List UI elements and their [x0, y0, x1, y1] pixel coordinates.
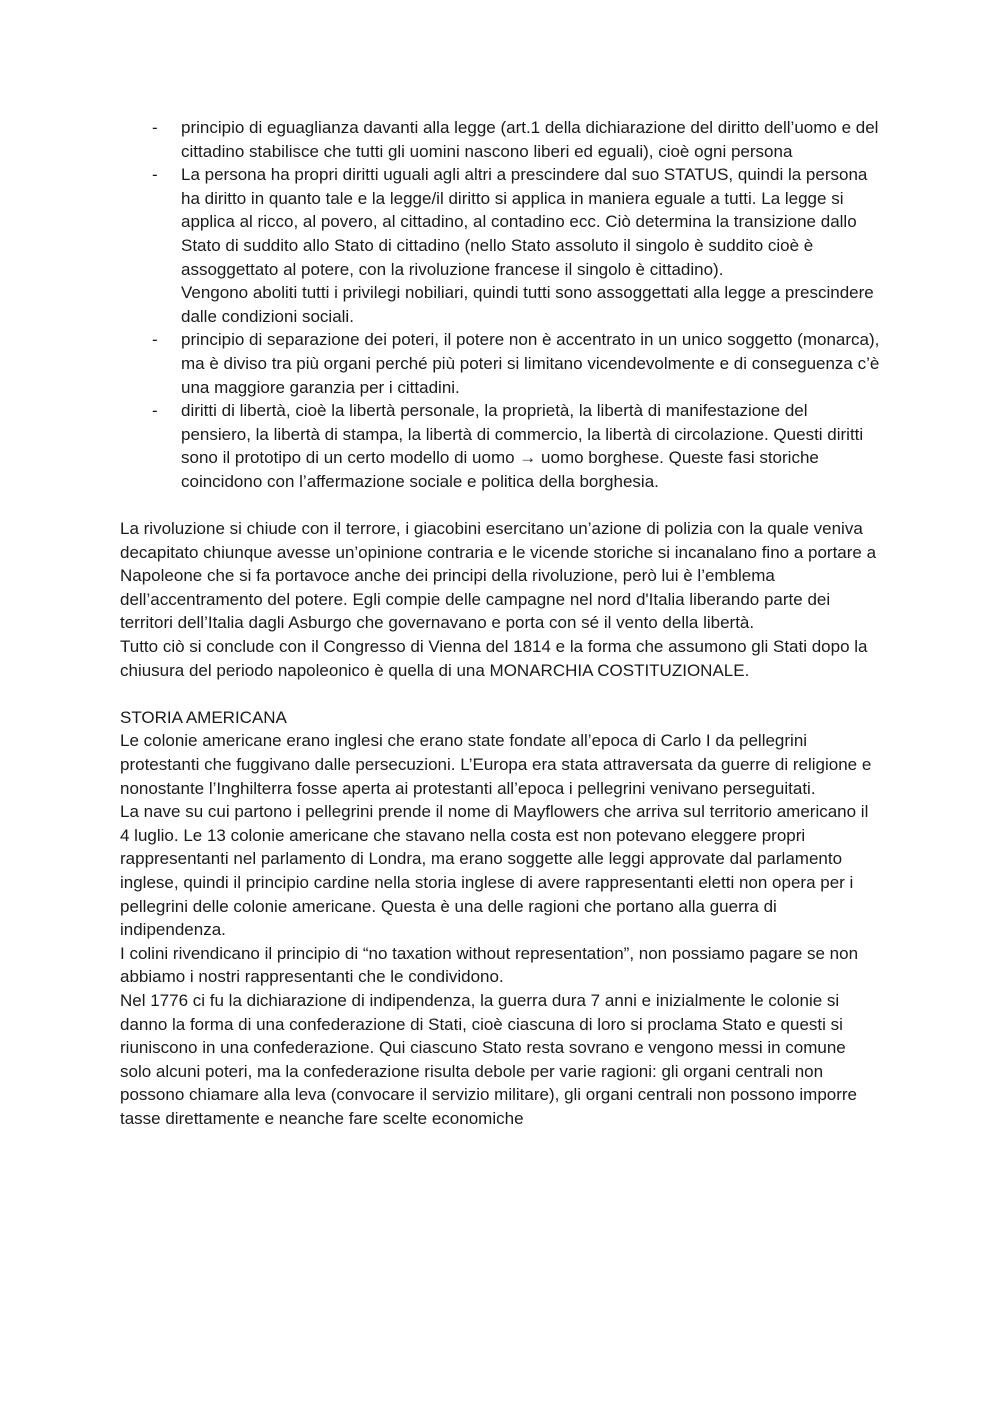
vienna-paragraph: Tutto ciò si conclude con il Congresso di Vienna del 1814 e la forma che assumono gli Stati dopo la chiusura del periodo napoleonico è quella di una MONARCHIA COSTITUZIONALE.: [120, 637, 868, 680]
body-paragraph: La nave su cui partono i pellegrini prende il nome di Mayflowers che arriva sul territorio americano il 4 luglio. Le 13 colonie americane che stavano nella costa est non potevano eleggere propri rappresentanti nel parlamento di Londra, ma erano soggette alle leggi approvate dal parlamento inglese, quindi il principio cardine nella storia inglese di avere rappresentanti eletti non opera per i pellegrini delle colonie americane. Questa è una delle ragioni che portano alla guerra di indipendenza.: [120, 802, 869, 940]
list-item-text: principio di eguaglianza davanti alla legge (art.1 della dichiarazione del diritto dell’uomo e del cittadino stabilisce che tutti gli uomini nascono liberi ed eguali), cioè ogni persona: [181, 118, 879, 161]
list-item: [120, 399, 880, 493]
blank-line: [120, 682, 880, 706]
section-heading: STORIA AMERICANA: [120, 707, 287, 727]
dash-marker: -: [152, 330, 158, 350]
dash-marker: -: [152, 401, 158, 421]
body-paragraph: Le colonie americane erano inglesi che erano state fondate all’epoca di Carlo I da pellegrini protestanti che fuggivano dalle persecuzioni. L’Europa era stata attraversata da guerre di religione e nonostante l’Inghilterra fosse aperta ai protestanti all’epoca i pellegrini venivano perseguitati.: [120, 731, 872, 798]
page-body: [120, 116, 880, 1131]
list-item: [120, 116, 880, 163]
list-item: [120, 163, 880, 328]
body-paragraph: I colini rivendicano il principio di “no taxation without representation”, non possiamo pagare se non abbiamo i nostri rappresentanti che le condividono.: [120, 943, 859, 987]
list-item-text: principio di separazione dei poteri, il potere non è accentrato in un unico soggetto (monarca), ma è diviso tra più organi perché più poteri si limitano vicendevolmente e di conseguenza c’è una maggiore garanzia per i cittadini.: [181, 330, 880, 397]
principles-list: [120, 116, 880, 494]
revolution-paragraph: La rivoluzione si chiude con il terrore, i giacobini esercitano un’azione di polizia con la quale veniva decapitato chiunque avesse un’opinione contraria e le vicende storiche si incanalano fino a portare a Napoleone che si fa portavoce anche dei principi della rivoluzione, però lui è l’emblema dell’accentramento del potere. Egli compie delle campagne nel nord d'Italia liberando parte dei territori dell’Italia dagli Asburgo che governavano e porta con sé il vento della libertà.: [120, 519, 877, 633]
dash-marker: -: [152, 118, 158, 137]
list-item-text: diritti di libertà, cioè la libertà personale, la proprietà, la libertà di manifestazione del pensiero, la libertà di stampa, la libertà di commercio, la libertà di circolazione. Questi diritti sono il prototipo di un certo modello di uomo → uomo borghese. Queste fasi storiche coincidono con l’affermazione sociale e politica della borghesia.: [181, 401, 864, 491]
list-item-text: Vengono aboliti tutti i privilegi nobiliari, quindi tutti sono assoggettati alla legge a prescindere dalle condizioni sociali.: [181, 283, 874, 326]
blank-line: [120, 494, 880, 518]
list-item: [120, 328, 880, 399]
body-paragraph: Nel 1776 ci fu la dichiarazione di indipendenza, la guerra dura 7 anni e inizialmente le colonie si danno la forma di una confederazione di Stati, cioè ciascuna di loro si proclama Stato e questi si riuniscono in una confederazione. Qui ciascuno Stato resta sovrano e vengono messi in comune solo alcuni poteri, ma la confederazione risulta debole per varie ragioni: gli organi centrali non possono chiamare alla leva (convocare il servizio militare), gli organi centrali non possono imporre tasse direttamente e neanche fare scelte economiche: [120, 990, 858, 1128]
dash-marker: -: [152, 165, 158, 185]
list-item-text: La persona ha propri diritti uguali agli altri a prescindere dal suo STATUS, quindi la persona ha diritto in quanto tale e la legge/il diritto si applica in maniera eguale a tutti. La legge si applica al ricco, al povero, al cittadino, al contadino ecc. Ciò determina la transizione dallo Stato di suddito allo Stato di cittadino (nello Stato assoluto il singolo è suddito cioè è assoggettato al potere, con la rivoluzione francese il singolo è cittadino).: [181, 165, 868, 279]
